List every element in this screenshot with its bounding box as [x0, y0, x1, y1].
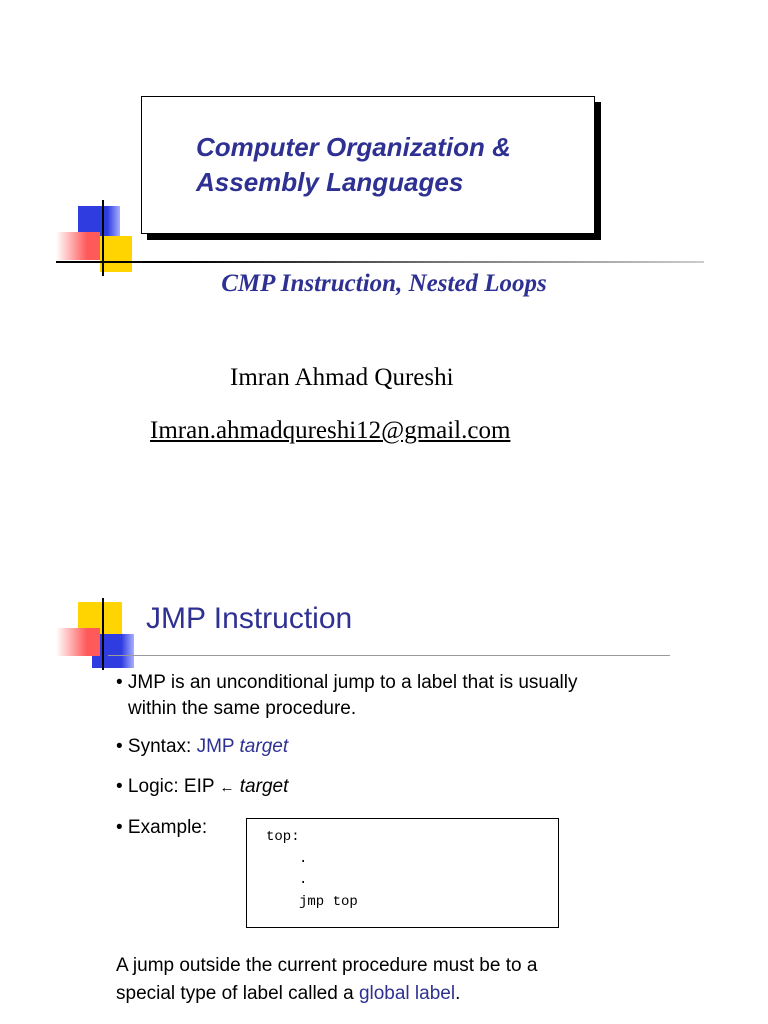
global-label-term: global label — [358, 983, 456, 1004]
code-line-4: jmp top — [299, 894, 358, 910]
code-line-3: . — [299, 872, 308, 888]
syntax-target: target — [239, 736, 289, 757]
footer-text-line-2 — [116, 980, 460, 1008]
slide-2-title: JMP Instruction — [146, 602, 353, 635]
bullet-jmp-line-1: • JMP is an unconditional jump to a label that is usually — [116, 672, 578, 693]
footer-line-2-prefix: special type of label called a — [116, 983, 359, 1004]
left-arrow-icon: ← — [219, 779, 235, 796]
author-name: Imran Ahmad Qureshi — [230, 364, 454, 391]
author-email-link[interactable]: Imran.ahmadqureshi12@gmail.com — [150, 417, 511, 444]
deco-horizontal-rule — [56, 261, 704, 263]
bullet-syntax — [116, 734, 288, 760]
title-box — [141, 96, 595, 234]
slide-subtitle: CMP Instruction, Nested Loops — [221, 270, 547, 297]
footer-period: . — [455, 983, 461, 1004]
code-line-2: . — [299, 851, 308, 867]
slide-title-line-2: Assembly Languages — [196, 167, 464, 197]
bullet-example: • Example: — [116, 817, 208, 838]
deco-red-square-2 — [56, 628, 100, 656]
deco-red-square — [56, 232, 100, 260]
deco-yellow-square — [100, 236, 132, 272]
syntax-jmp: JMP — [196, 736, 240, 757]
logic-target: target — [239, 776, 289, 797]
code-line-1: top: — [266, 829, 300, 845]
slide-title-line-1: Computer Organization & — [196, 132, 511, 162]
footer-text-line-1: A jump outside the current procedure must be to a — [116, 955, 538, 976]
slide-2-title-rule — [108, 655, 670, 656]
bullet-jmp-line-2: within the same procedure. — [128, 698, 357, 719]
deco-vertical-line — [102, 200, 104, 276]
bullet-logic — [116, 774, 288, 801]
logic-label: • Logic: EIP — [116, 776, 220, 797]
deco-vertical-line-2 — [102, 598, 104, 670]
syntax-label: • Syntax: — [116, 736, 197, 757]
